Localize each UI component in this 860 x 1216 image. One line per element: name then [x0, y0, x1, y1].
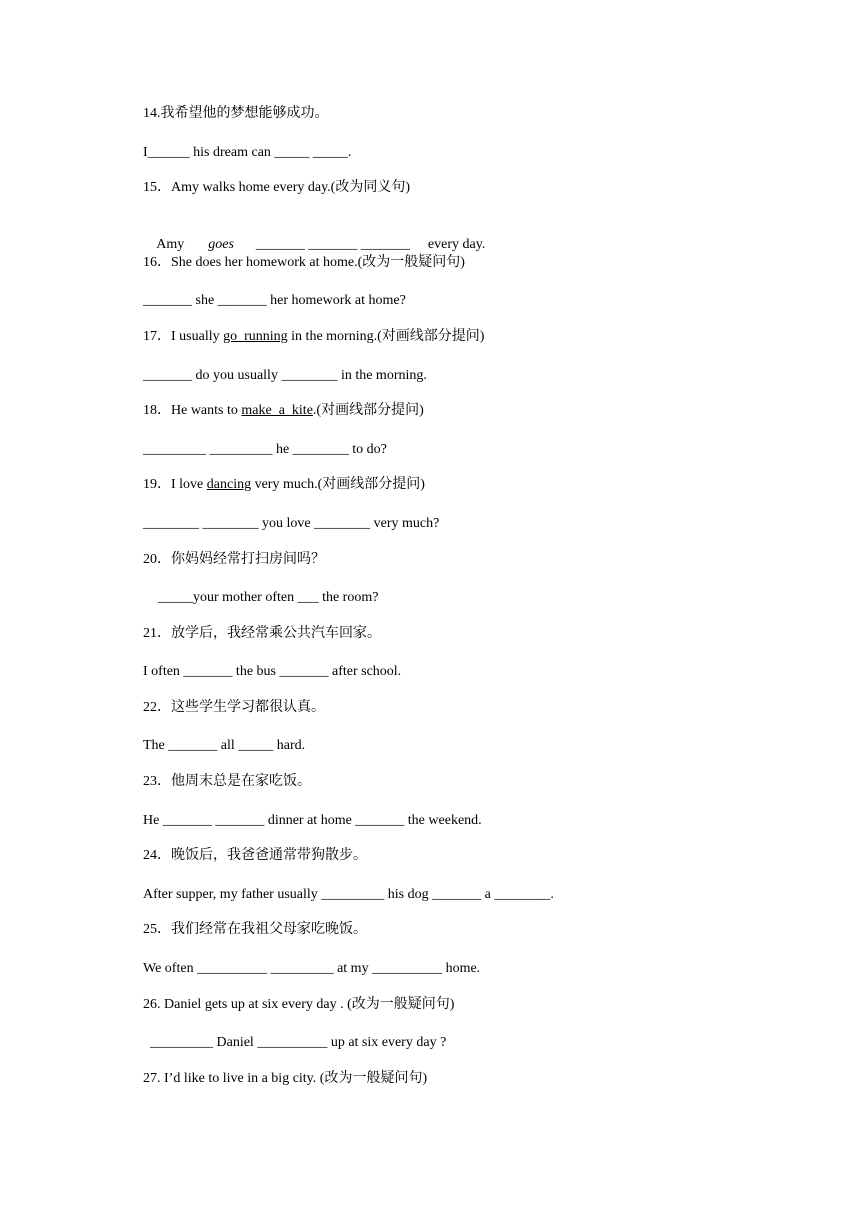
question-19-underlined: dancing: [206, 477, 252, 492]
question-21: 21．放学后，我经常乘公共汽车回家。: [143, 626, 381, 641]
answer-15-blank-3a: _: [360, 237, 368, 252]
question-18-post: .(对画线部分提问): [312, 403, 424, 418]
question-17-underlined: go running: [223, 329, 288, 344]
question-17-post: in the morning.(对画线部分提问): [287, 329, 485, 344]
question-17: [143, 328, 484, 346]
question-24: 24．晚饭后，我爸爸通常带狗散步。: [143, 848, 367, 863]
answer-15-blank-2b: ______: [315, 237, 358, 252]
question-20: 20．你妈妈经常打扫房间吗？: [143, 552, 325, 567]
question-19-pre: 19．I love: [143, 477, 207, 492]
answer-18: _________ _________ he ________ to do?: [143, 442, 387, 457]
answer-22: The _______ all _____ hard.: [143, 738, 306, 753]
question-27: 27. I’d like to live in a big city. (改为一般疑问句): [143, 1071, 428, 1086]
question-19: [143, 476, 425, 494]
question-18-pre: 18．He wants to: [143, 403, 242, 418]
question-15: 15．Amy walks home every day.(改为同义句): [143, 180, 410, 195]
answer-21: I often _______ the bus _______ after school.: [143, 664, 402, 679]
answer-15-amy: Amy: [156, 237, 185, 252]
question-22: 22．这些学生学习都很认真。: [143, 700, 325, 715]
question-19-post: very much.(对画线部分提问): [251, 477, 425, 492]
question-14: 14.我希望他的梦想能够成功。: [143, 106, 329, 121]
answer-24: After supper, my father usually _________ his dog _______ a ________.: [143, 887, 554, 902]
question-25: 25．我们经常在我祖父母家吃晚饭。: [143, 922, 367, 937]
answer-17: _______ do you usually ________ in the morning.: [143, 368, 427, 383]
question-18-underlined: make a kite: [241, 403, 313, 418]
question-17-pre: 17．I usually: [143, 329, 224, 344]
answer-15-blank-1b: _____: [269, 237, 305, 252]
answer-20: _____your mother often ___ the room?: [158, 590, 379, 605]
answer-14: I______ his dream can _____ _____.: [143, 145, 352, 160]
answer-15-tail: every day.: [427, 237, 486, 252]
answer-16: _______ she _______ her homework at home?: [143, 293, 406, 308]
question-18: [143, 402, 424, 420]
question-26: 26. Daniel gets up at six every day . (改为一般疑问句): [143, 997, 455, 1012]
question-16: 16．She does her homework at home.(改为一般疑问句): [143, 255, 465, 270]
answer-15-blank-2a: _: [308, 237, 316, 252]
answer-15-blank-1a: __: [255, 237, 270, 252]
answer-15-goes: goes: [208, 237, 234, 252]
answer-15-blank-3b: ______: [367, 237, 410, 252]
answer-26: _________ Daniel __________ up at six every day ?: [150, 1035, 447, 1050]
answer-19: ________ ________ you love ________ very much?: [143, 516, 440, 531]
answer-25: We often __________ _________ at my __________ home.: [143, 961, 481, 976]
question-23: 23．他周末总是在家吃饭。: [143, 774, 311, 789]
answer-23: He _______ _______ dinner at home _______ the weekend.: [143, 813, 482, 828]
